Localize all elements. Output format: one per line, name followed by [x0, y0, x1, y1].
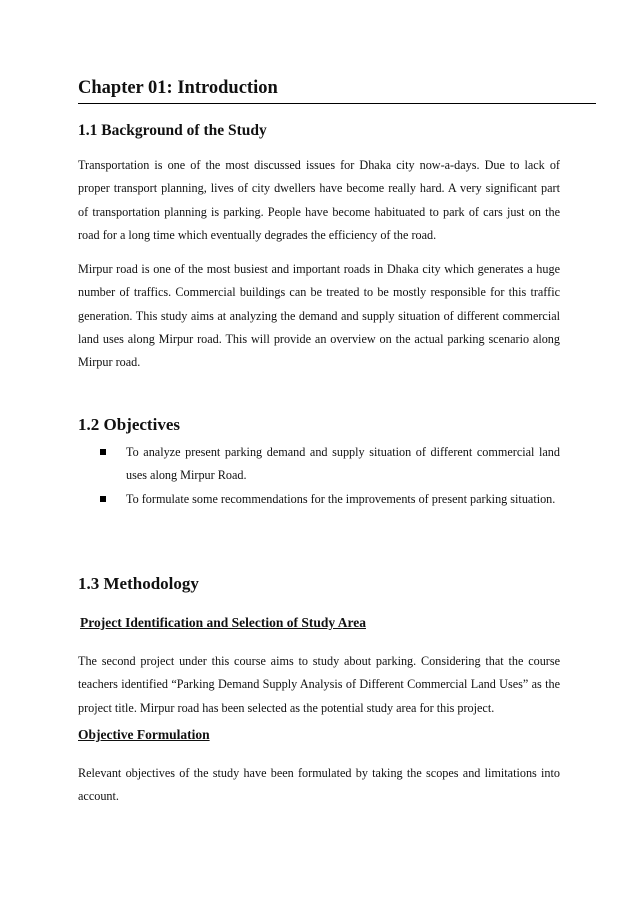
- objective-item: [100, 441, 560, 488]
- square-bullet-icon: [100, 449, 106, 455]
- square-bullet-icon: [100, 496, 106, 502]
- objective-formulation-paragraph: Relevant objectives of the study have been formulated by taking the scopes and limitations into account.: [78, 766, 560, 804]
- background-paragraph: Transportation is one of the most discussed issues for Dhaka city now-a-days. Due to lack of proper transport planning, lives of city dwellers have become really hard. A very significant part of transportation planning is parking. People have become habituated to park of cars just on the road for a long time which eventually degrades the efficiency of the road.: [78, 158, 560, 242]
- chapter-title: Chapter 01: Introduction: [78, 78, 278, 98]
- objectives-list: [100, 441, 560, 511]
- section-heading-methodology: 1.3 Methodology: [78, 574, 199, 593]
- project-identification-paragraph: The second project under this course aims to study about parking. Considering that the course teachers identified “Parking Demand Supply Analysis of Different Commercial Land Uses” as the project title. Mirpur road has been selected as the potential study area for this project.: [78, 654, 560, 715]
- section-heading-objectives: 1.2 Objectives: [78, 415, 180, 434]
- objective-text: To analyze present parking demand and supply situation of different commercial land uses along Mirpur Road.: [126, 445, 560, 483]
- subheading-project-identification: Project Identification and Selection of Study Area: [80, 615, 366, 630]
- section-heading-background: 1.1 Background of the Study: [78, 122, 267, 139]
- chapter-title-rule: [78, 103, 596, 104]
- objective-item: [100, 488, 560, 511]
- objective-text: To formulate some recommendations for the improvements of present parking situation.: [126, 491, 556, 506]
- subheading-objective-formulation: Objective Formulation: [78, 727, 210, 742]
- background-paragraph: Mirpur road is one of the most busiest and important roads in Dhaka city which generates a huge number of traffics. Commercial buildings can be treated to be mostly responsible for this traffic generation. This study aims at analyzing the demand and supply situation of different commercial land uses along Mirpur road. This will provide an overview on the actual parking scenario along Mirpur road.: [78, 262, 560, 370]
